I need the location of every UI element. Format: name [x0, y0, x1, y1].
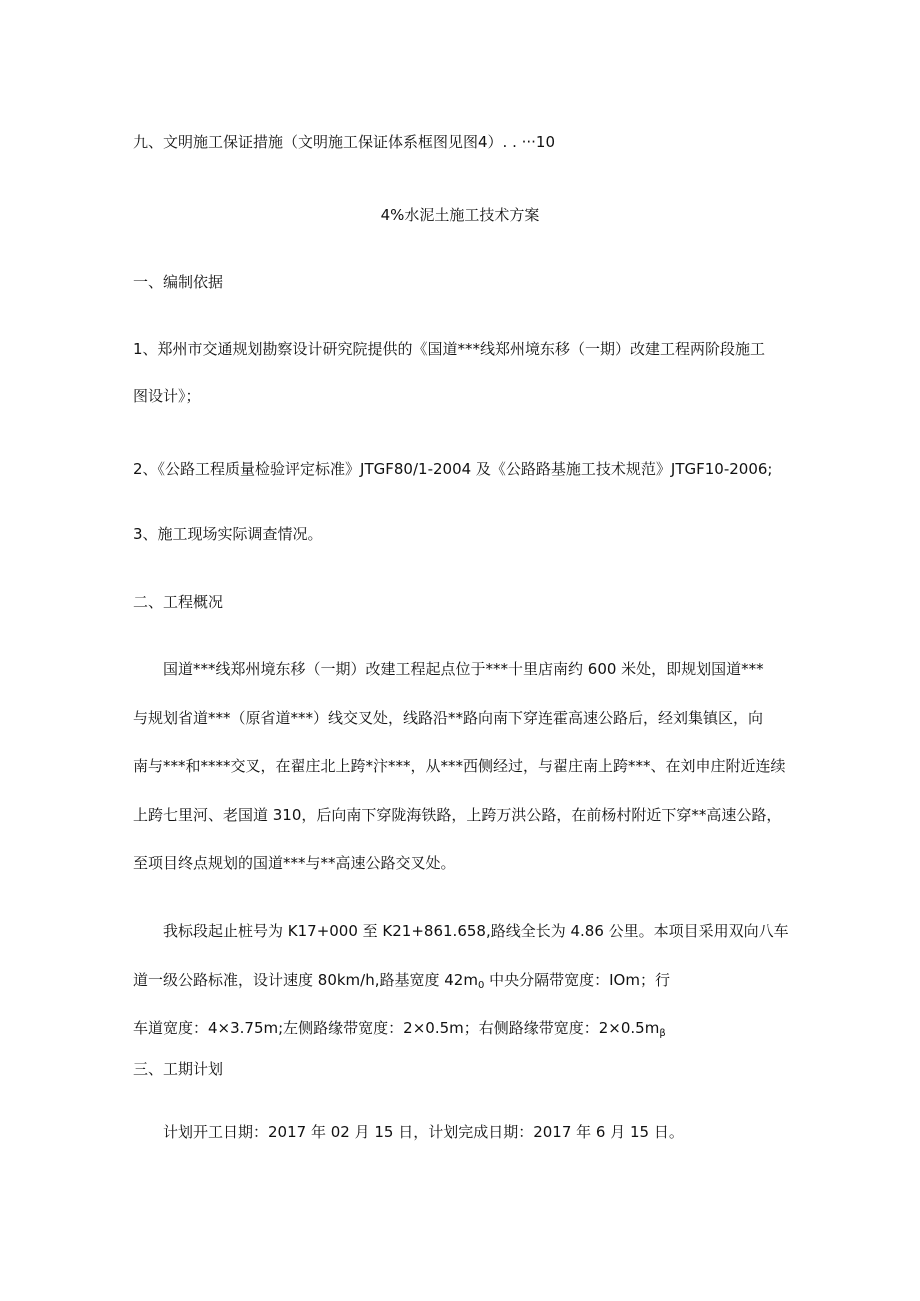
overview-line-2: 与规划省道***（原省道***）线交叉处，线路沿**路向南下穿连霍高速公路后，经刘集镇区，向: [133, 709, 764, 727]
subscript-zero: 0: [477, 980, 485, 991]
document-title: 4%水泥土施工技术方案: [380, 206, 540, 224]
overview-line-5: 至项目终点规划的国道***与**高速公路交叉处。: [133, 854, 456, 872]
basis-item-1-line-2: 图设计》；: [133, 387, 201, 405]
overview-line-4: 上跨七里河、老国道 310，后向南下穿陇海铁路，上跨万洪公路，在前杨村附近下穿**高速公路，: [133, 806, 782, 824]
section-info-line-2-text: 道一级公路标准，设计速度 80km∕h,路基宽度 42m: [133, 971, 478, 989]
overview-line-1: 国道***线郑州境东移（一期）改建工程起点位于***十里店南约 600 米处，即规划国道***: [163, 660, 764, 678]
subscript-beta: β: [659, 1028, 666, 1039]
section-1-heading: 一、编制依据: [133, 273, 224, 291]
basis-item-1-line-1: 1、郑州市交通规划勘察设计研究院提供的《国道***线郑州境东移（一期）改建工程两阶段施工: [133, 340, 766, 358]
section-info-line-3-text: 车道宽度：4×3.75m;左侧路缘带宽度：2×0.5m；右侧路缘带宽度：2×0.5m: [133, 1019, 660, 1037]
section-2-heading: 二、工程概况: [133, 593, 224, 611]
section-3-heading: 三、工期计划: [133, 1060, 224, 1078]
section-info-line-1: 我标段起止桩号为 K17+000 至 K21+861.658,路线全长为 4.86 公里。本项目采用双向八车: [163, 922, 789, 940]
schedule-line: 计划开工日期：2017 年 02 月 15 日，计划完成日期：2017 年 6 月 15 日。: [163, 1123, 684, 1141]
basis-item-3: 3、施工现场实际调查情况。: [133, 525, 323, 543]
basis-item-2: 2、《公路工程质量检验评定标准》JTGF80/1-2004 及《公路路基施工技术规范》JTGF10-2006;: [133, 460, 773, 478]
section-info-line-2-text-b: 中央分隔带宽度：IOm；行: [484, 971, 670, 989]
section-info-line-2: [133, 970, 670, 990]
overview-line-3: 南与***和****交叉，在翟庄北上跨*汴***，从***西侧经过，与翟庄南上跨***、在刘申庄附近连续: [133, 757, 786, 775]
toc-item-9: 九、文明施工保证措施（文明施工保证体系框图见图4）. . ···10: [133, 133, 556, 151]
section-info-line-3: [133, 1018, 666, 1038]
